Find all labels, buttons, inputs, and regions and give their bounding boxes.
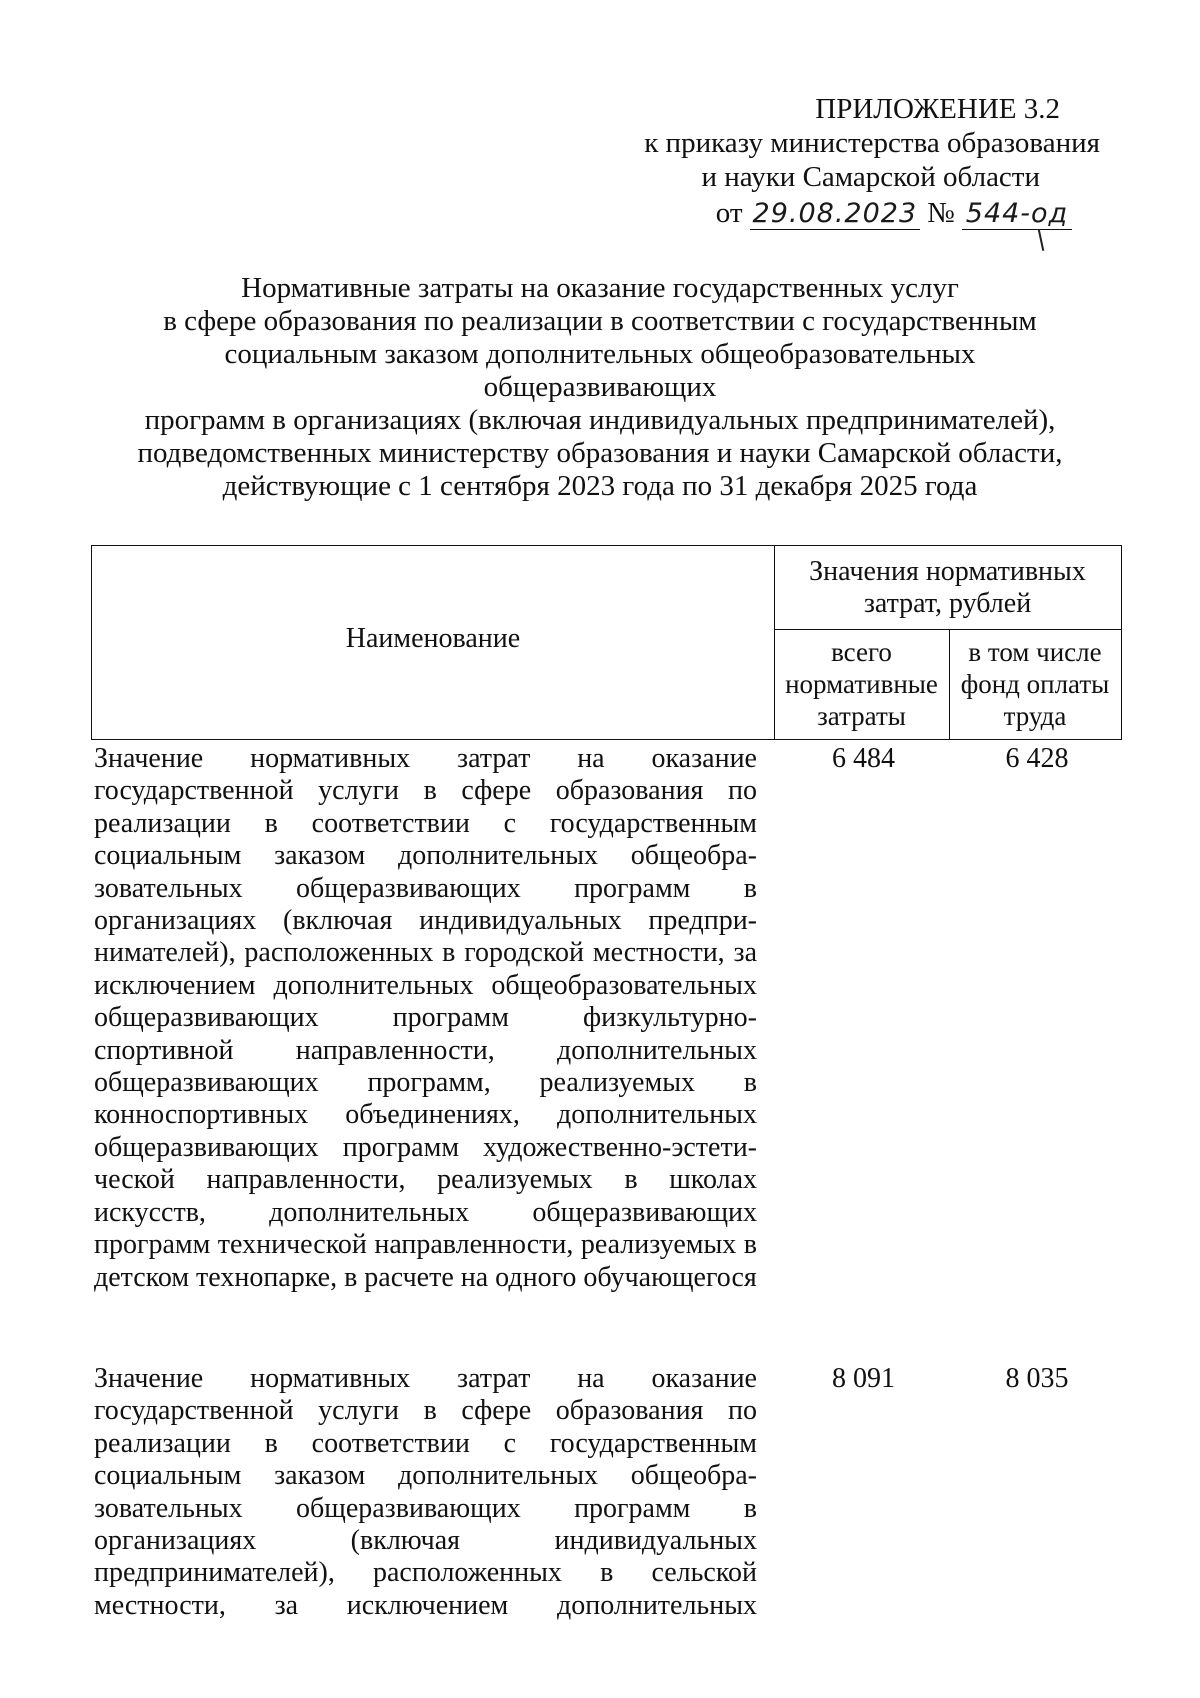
appendix-title: ПРИЛОЖЕНИЕ 3.2: [815, 93, 1060, 125]
header-name: Наименование: [345, 622, 521, 654]
header-values-group: Значения нормативных затрат, рублей: [809, 555, 1086, 619]
header-total-costs: всего нормативные затраты: [785, 637, 938, 731]
title-line: Нормативные затраты на оказание государственных услуг: [241, 272, 959, 304]
row-total-value: 6 484: [832, 743, 895, 774]
row-description: Значение нормативных затрат на оказание государственной услуги в сфере образования по реализации в соответствии с государственным социальным заказом дополнительных общеобра-зовательных общеразвивающих программ в организациях (включая индивидуальных предпри-нимателей), расположенных в городской местности, за исключением дополнительных общеобразовательных общеразвивающих программ физкультурно-спортивной направленности, дополнительных общеразвивающих программ, реализуемых в конноспортивных объединениях, дополнительных общеразвивающих программ художественно-эстети-ческой направленности, реализуемых в школах искусств, дополнительных общеразвивающих программ технической направленности, реализуемых в детском технопарке, в расчете на одного обучающегося: [94, 743, 757, 1293]
number-sign: №: [927, 197, 955, 229]
title-line: подведомственных министерству образования и науки Самарской области,: [137, 437, 1063, 469]
appendix-order-line: к приказу министерства образования: [644, 127, 1100, 159]
title-line: программ в организациях (включая индивидуальных предпринимателей),: [144, 404, 1056, 436]
title-line: социальным заказом дополнительных общеобразовательных общеразвивающих: [224, 338, 976, 403]
header-payroll-fund: в том числе фонд оплаты труда: [960, 637, 1110, 731]
appendix-ministry-line: и науки Самарской области: [701, 161, 1040, 193]
row-payroll-value: 6 428: [1005, 743, 1069, 774]
row-description: Значение нормативных затрат на оказание государственной услуги в сфере образования по реализации в соответствии с государственным социальным заказом дополнительных общеобра-зовательных общеразвивающих программ в организациях (включая индивидуальных предпринимателей), расположенных в сельской местности, за исключением дополнительных: [94, 1363, 757, 1621]
title-line: в сфере образования по реализации в соответствии с государственным: [163, 305, 1037, 337]
appendix-header: [540, 92, 1100, 230]
title-line: действующие с 1 сентября 2023 года по 31 декабря 2025 года: [222, 470, 978, 502]
document-title: [110, 272, 1090, 503]
row-total-value: 8 091: [832, 1363, 895, 1394]
handwritten-order-number: 544-од: [962, 199, 1072, 230]
handwritten-date: 29.08.2023: [750, 199, 920, 230]
appendix-date-row: [540, 196, 1100, 230]
row-payroll-value: 8 035: [1005, 1363, 1069, 1394]
table-header: [91, 545, 1122, 740]
date-prefix: от: [715, 197, 743, 229]
